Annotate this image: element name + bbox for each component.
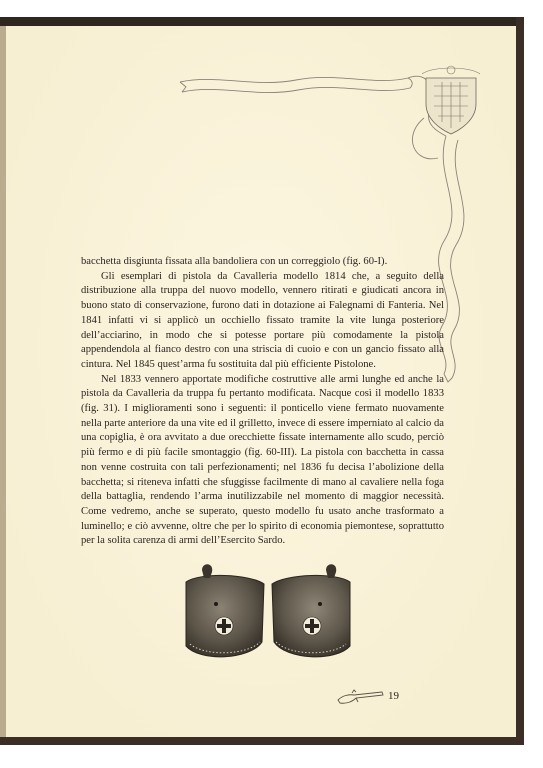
paragraph-2: Gli esemplari di pistola da Cavalleria modello 1814 che, a seguito della distribuzione alla truppa del nuovo modello, vennero ritirati e giudicati ancora in buono stato di conservazione, furono dati in dotazione ai Falegnami di Fanteria. Nel 1841 infatti vi si applicò un occhiello fissato tramite la vite lunga posteriore dell’acciarino, in modo che si potesse portare più comodamente la pistola appendendola al fianco destro con una striscia di cuoio e con un gancio fissato alla cintura. Nel 1845 quest’arma fu sostituita dal più efficiente Pistolone.	[81, 270, 444, 370]
page-number: 19	[388, 690, 399, 702]
paragraph-3: Nel 1833 vennero apportate modifiche costruttive alle armi lunghe ed anche la pistola da Cavalleria da truppa fu pertanto modificata. Nacque così il modello 1833 (fig. 31). I miglioramenti sono i seguenti: il ponticello viene fermato nuovamente nella parte anteriore da una vite ed il grilletto, invece di essere imperniato al calcio da una copiglia, è ora avvitato a due orecchiette fissate internamente allo scudo, perciò più fermo e di più facile smontaggio (fig. 60-III). La pistola con bacchetta in cassa non venne costruita con tali perfezionamenti; nel 1836 fu decisa l’abolizione della bacchetta; si riteneva infatti che sfuggisse facilmente di mano al cavaliere nella foga della battaglia, rendendo l’arma inutilizzabile nel momento di maggior necessità. Come vedremo, anche se superato, questo modello fu usato anche trasformato a luminello; e ciò avvenne, oltre che per lo spirito di economia piemontese, soprattutto per la solita carenza di armi dell’Esercito Sardo.	[81, 373, 444, 547]
book-edge-top	[0, 17, 524, 26]
paragraph-1: bacchetta disgiunta fissata alla bandoliera con un correggiolo (fig. 60-I).	[81, 256, 388, 267]
book-edge-right	[516, 17, 524, 743]
book-edge-bottom	[0, 737, 524, 745]
holster-photo	[180, 560, 356, 668]
flintlock-pistol-icon	[336, 688, 386, 706]
body-text	[81, 255, 444, 549]
